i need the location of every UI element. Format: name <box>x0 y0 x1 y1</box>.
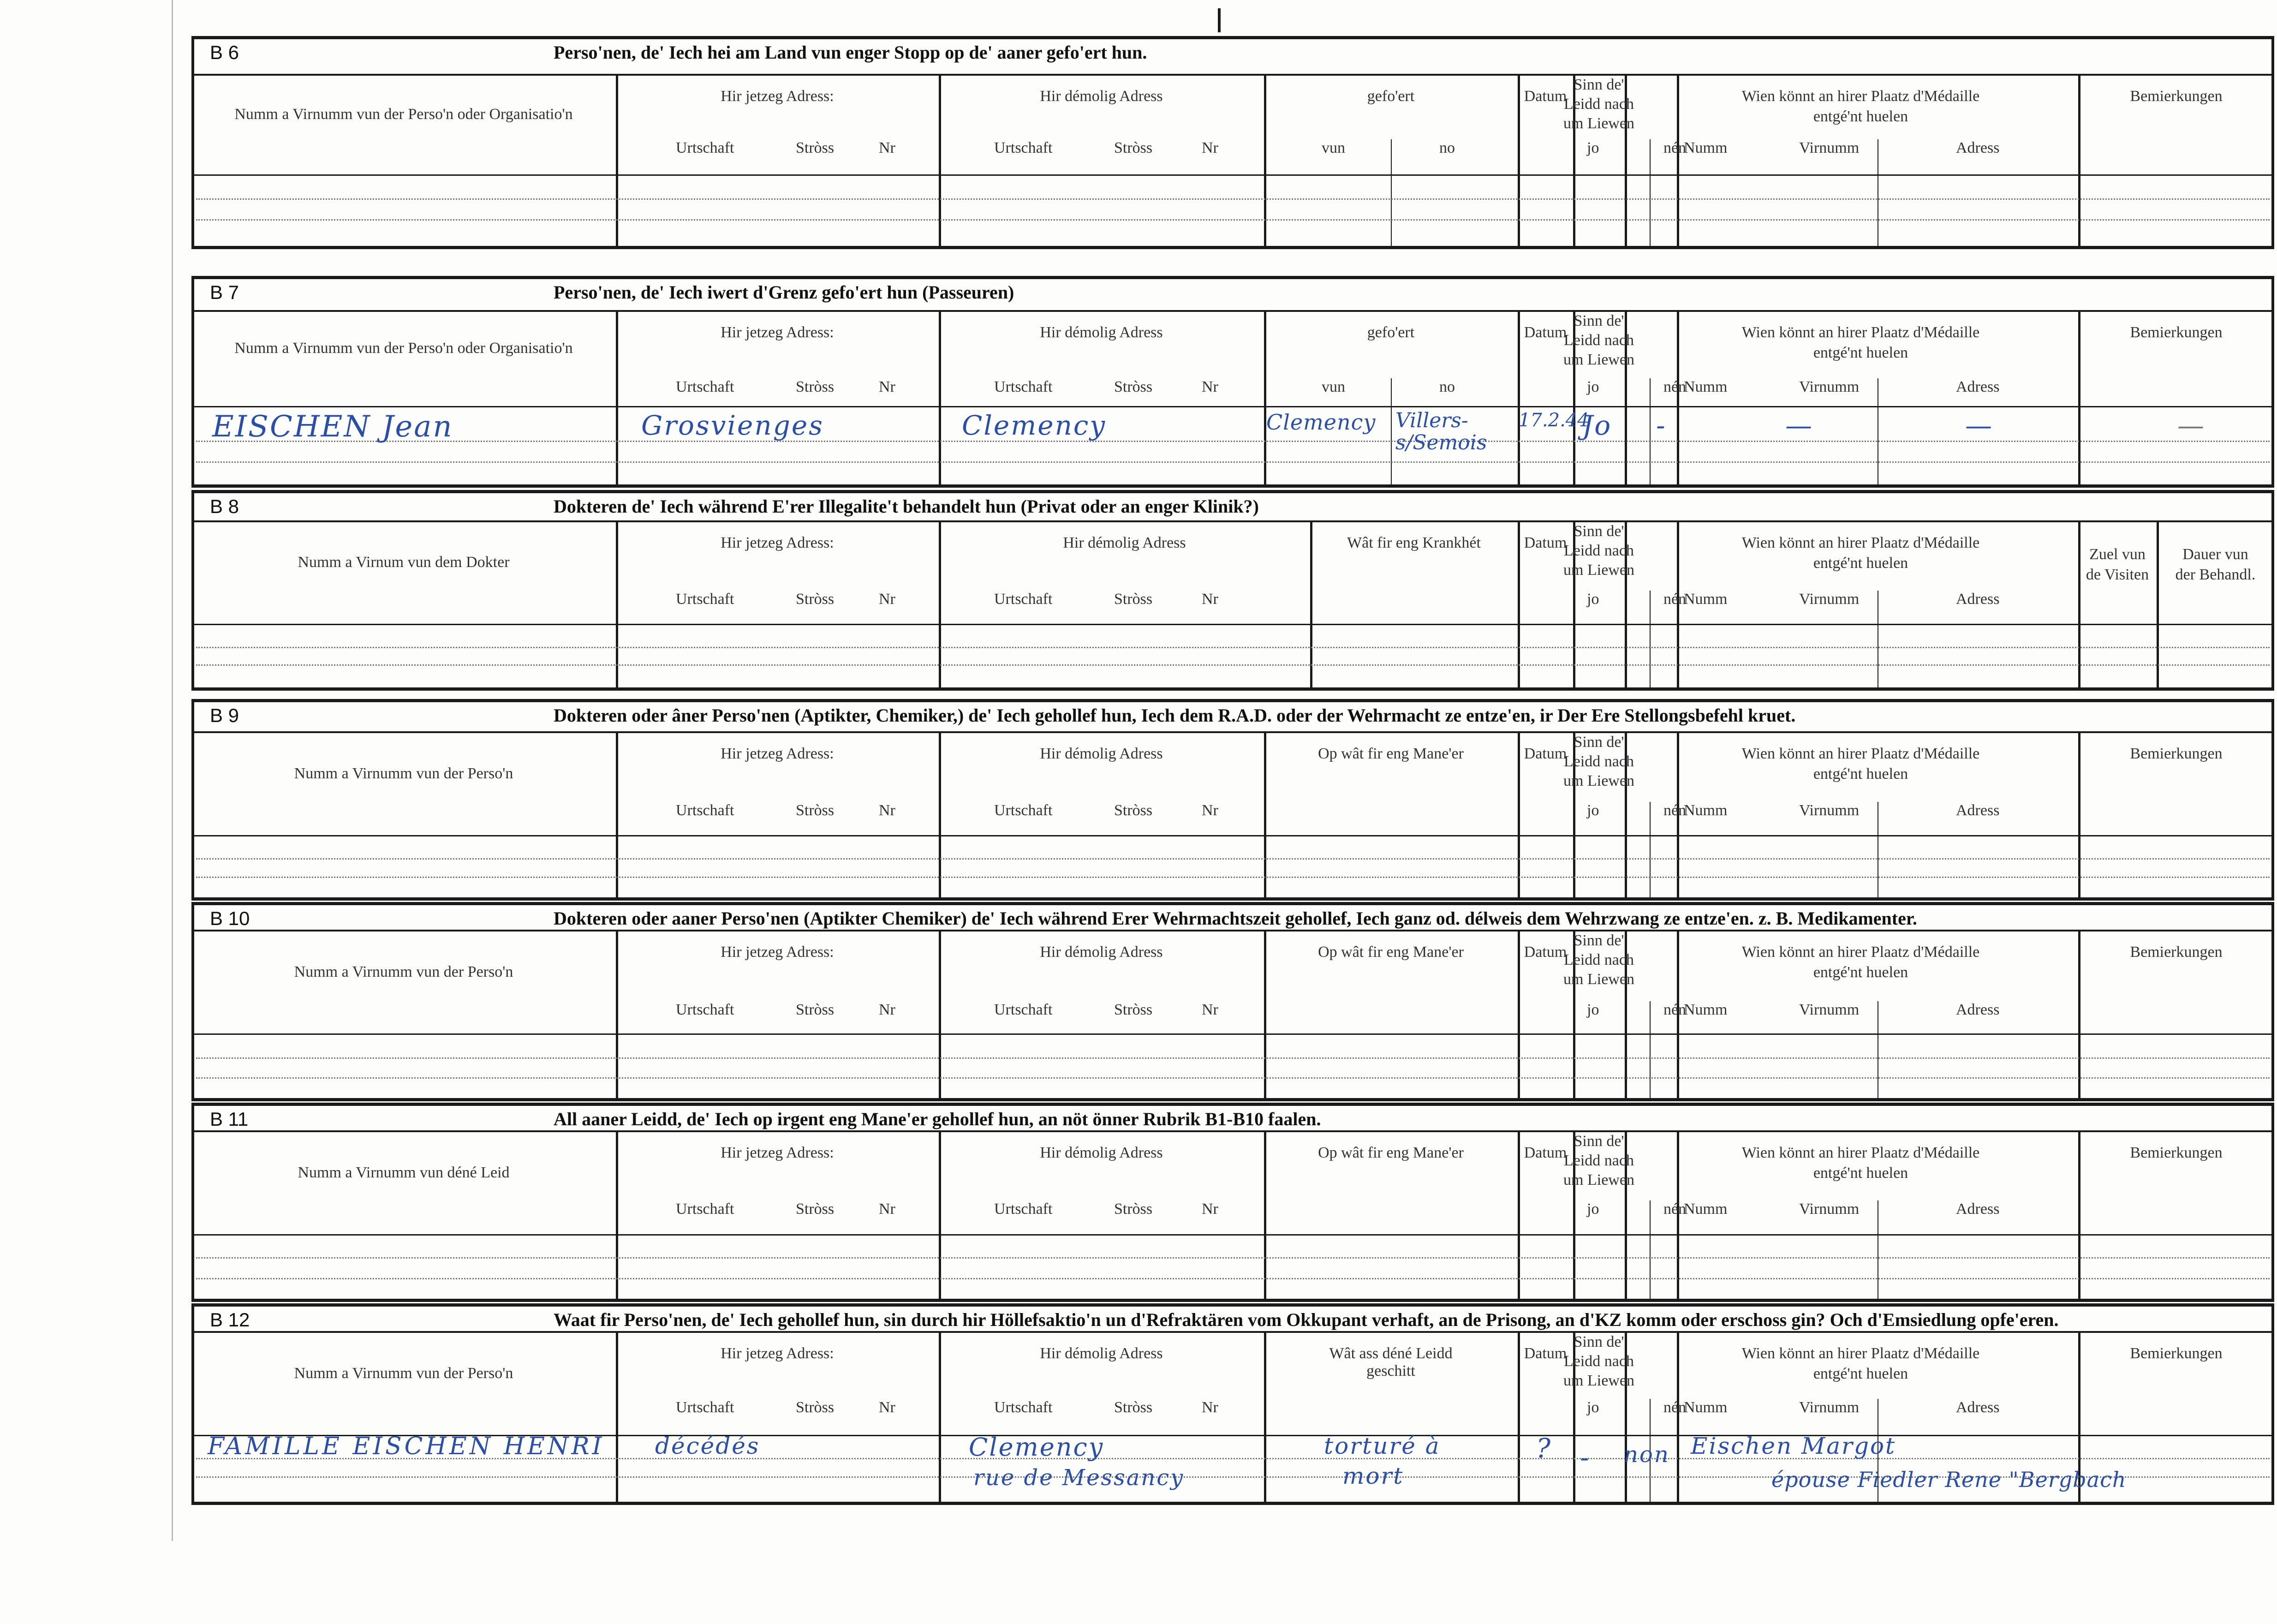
section-header-border <box>191 1130 2274 1132</box>
entry-row-top <box>191 1234 2274 1236</box>
former-address-header: Hir démolig Adress <box>1063 534 1186 551</box>
sub-header: Stròss <box>1114 802 1153 819</box>
sub-header: Urtschaft <box>676 1399 734 1416</box>
sub-header: Virnumm <box>1799 378 1860 395</box>
alive-header: Sinn de' <box>1574 1333 1624 1350</box>
sub-header: Nr <box>879 591 895 608</box>
sub-header: Stròss <box>796 802 835 819</box>
nen-header: nén <box>1663 1200 1687 1218</box>
column-rule <box>1518 731 1520 897</box>
section-right-border <box>2271 1103 2274 1299</box>
datum-header: Datum <box>1524 943 1567 961</box>
sub-header: Adress <box>1956 1399 2000 1416</box>
section-title: Waat fir Perso'nen, de' Iech gehollef hun, sin durch hir Höllefsaktio'n un d'Refraktären vom Okkupant verhaft, an de Prisong, an d'KZ komm oder erschoss gin? Och d'Emsiedlung opfe'eren. <box>554 1309 2059 1330</box>
sub-header: Stròss <box>796 591 835 608</box>
sub-header: Nr <box>1202 139 1218 156</box>
alive-header: um Liewen <box>1563 351 1634 368</box>
medal-header: entgé'nt huelen <box>1813 344 1908 361</box>
jo-header: jo <box>1587 802 1599 819</box>
dotted-entry-line <box>196 877 2270 878</box>
sub-header: Urtschaft <box>994 802 1053 819</box>
sub-header: Nr <box>1202 378 1218 395</box>
column-rule <box>2157 520 2159 687</box>
b7-name-entry: EISCHEN Jean <box>212 410 453 444</box>
b7-medal-address-entry: — <box>1965 410 1993 441</box>
section-left-border <box>191 902 194 1098</box>
b7-nen-entry: - <box>1656 410 1667 441</box>
alive-header: Sinn de' <box>1574 523 1624 540</box>
former-address-header: Hir démolig Adress <box>1040 745 1163 762</box>
column-rule <box>2078 310 2080 484</box>
section-left-border <box>191 36 194 246</box>
b7-jo-entry: Jo <box>1582 410 1612 441</box>
former-address-header: Hir démolig Adress <box>1040 88 1163 105</box>
current-address-header: Hir jetzeg Adress: <box>721 324 834 341</box>
sub-header: Urtschaft <box>676 802 734 819</box>
b7-former-address-entry: Clemency <box>962 410 1107 441</box>
third-group-header: gefo'ert <box>1367 88 1415 105</box>
datum-header: Datum <box>1524 324 1567 341</box>
sub-header: Urtschaft <box>994 591 1053 608</box>
alive-header: Sinn de' <box>1574 312 1624 329</box>
column-rule <box>1677 310 1679 484</box>
former-address-header: Hir démolig Adress <box>1040 943 1163 961</box>
sub-header: Stròss <box>1114 1399 1153 1416</box>
section-left-border <box>191 490 194 687</box>
section-bottom-border <box>191 246 2274 249</box>
jo-header: jo <box>1587 378 1599 395</box>
column-rule <box>939 1130 941 1299</box>
b12-former-street-entry: rue de Messancy <box>973 1465 1185 1491</box>
sub-header: Adress <box>1956 1200 2000 1218</box>
alive-header: um Liewen <box>1563 561 1634 579</box>
alive-header: um Liewen <box>1563 1171 1634 1188</box>
entry-row-top <box>191 624 2274 625</box>
visits-header: Zuel vun <box>2089 546 2146 563</box>
sub-header: Numm <box>1684 378 1728 395</box>
column-rule <box>2078 520 2080 687</box>
third-group-header: Wât fir eng Krankhét <box>1347 534 1481 551</box>
current-address-header: Hir jetzeg Adress: <box>721 88 834 105</box>
name-column-header: Numm a Virnumm vun der Perso'n oder Organisatio'n <box>234 340 573 357</box>
sub-header: Stròss <box>1114 1001 1153 1018</box>
b12-jo-entry: - <box>1580 1442 1591 1473</box>
datum-header: Datum <box>1524 1144 1567 1161</box>
alive-header: Leidd nach <box>1564 542 1634 559</box>
name-column-header: Numm a Virnumm vun déné Leid <box>298 1164 510 1181</box>
third-group-header: Op wât fir eng Mane'er <box>1318 1144 1464 1161</box>
sub-header: Nr <box>879 1399 895 1416</box>
name-column-header: Numm a Virnumm vun der Perso'n <box>294 764 513 782</box>
section-header-border <box>191 930 2274 931</box>
sub-header: Nr <box>1202 1001 1218 1018</box>
medal-header: entgé'nt huelen <box>1813 555 1908 572</box>
section-title: Dokteren oder aaner Perso'nen (Aptikter Chemiker) de' Iech während Erer Wehrmachtszeit gehollef, Iech ganz od. délweis dem Wehrzwang ze entze'en. z. B. Medikamenter. <box>554 908 1917 929</box>
medal-header: entgé'nt huelen <box>1813 108 1908 125</box>
section-header-border <box>191 310 2274 312</box>
section-bottom-border <box>191 687 2274 691</box>
medal-header: entgé'nt huelen <box>1813 1164 1908 1182</box>
sub-header: Stròss <box>796 1001 835 1018</box>
section-top-border <box>191 1303 2274 1307</box>
column-rule <box>1264 731 1266 897</box>
sub-header: Numm <box>1684 591 1728 608</box>
jo-nen-divider <box>1650 802 1651 897</box>
sub-header: Nr <box>1202 1399 1218 1416</box>
b7-remarks-entry: — <box>2177 410 2205 441</box>
column-rule <box>1264 310 1266 484</box>
b12-nen-entry: non <box>1624 1442 1670 1468</box>
gefoert-subdivider <box>1391 378 1392 484</box>
b12-date-entry: ? <box>1536 1433 1552 1464</box>
remarks-header: Bemierkungen <box>2130 1345 2223 1362</box>
entry-row-top <box>191 174 2274 176</box>
former-address-header: Hir démolig Adress <box>1040 324 1163 341</box>
sub-header: Virnumm <box>1799 802 1860 819</box>
sub-header: Urtschaft <box>676 139 734 156</box>
column-rule <box>1518 520 1520 687</box>
name-column-header: Numm a Virnum vun dem Dokter <box>298 554 510 571</box>
remarks-header: Bemierkungen <box>2130 943 2223 961</box>
sub-header: Adress <box>1956 378 2000 395</box>
section-header-border <box>191 1331 2274 1333</box>
sub-header: no <box>1439 378 1455 395</box>
column-rule <box>616 310 618 484</box>
sub-header: vun <box>1322 378 1345 395</box>
former-address-header: Hir démolig Adress <box>1040 1144 1163 1161</box>
medal-header: entgé'nt huelen <box>1813 964 1908 981</box>
jo-header: jo <box>1587 139 1599 156</box>
column-rule <box>616 731 618 897</box>
sub-header: Virnumm <box>1799 1001 1860 1018</box>
sub-header: Urtschaft <box>994 1001 1053 1018</box>
name-column-header: Numm a Virnumm vun der Perso'n <box>294 1364 513 1382</box>
section-code: B 7 <box>210 281 239 303</box>
section-right-border <box>2271 490 2274 687</box>
section-top-border <box>191 699 2274 702</box>
section-left-border <box>191 699 194 897</box>
sub-header: Nr <box>1202 1200 1218 1218</box>
third-group-header: Op wât fir eng Mane'er <box>1318 943 1464 961</box>
alive-header: Leidd nach <box>1564 1152 1634 1169</box>
name-column-header: Numm a Virnumm vun der Perso'n <box>294 963 513 980</box>
current-address-header: Hir jetzeg Adress: <box>721 1144 834 1161</box>
dotted-entry-line <box>196 1257 2270 1259</box>
medal-header: Wien könnt an hirer Plaatz d'Médaille <box>1741 745 1980 762</box>
jo-nen-divider <box>1650 139 1651 246</box>
alive-header: Leidd nach <box>1564 753 1634 770</box>
jo-nen-divider <box>1650 1200 1651 1299</box>
section-right-border <box>2271 36 2274 246</box>
section-code: B 11 <box>210 1108 249 1130</box>
sub-header: Numm <box>1684 802 1728 819</box>
alive-header: Sinn de' <box>1574 76 1624 93</box>
sub-header: Numm <box>1684 1399 1728 1416</box>
sub-header: Stròss <box>1114 1200 1153 1218</box>
datum-header: Datum <box>1524 534 1567 551</box>
section-bottom-border <box>191 1098 2274 1101</box>
section-code: B 6 <box>210 42 239 63</box>
column-rule <box>1518 1130 1520 1299</box>
section-header-border <box>191 520 2274 522</box>
alive-header: Leidd nach <box>1564 951 1634 968</box>
sub-header: Virnumm <box>1799 591 1860 608</box>
third-group-header: Wât ass déné Leidd geschitt <box>1329 1345 1453 1379</box>
column-rule <box>1518 930 1520 1098</box>
b12-current-address-entry: décédés <box>655 1433 760 1459</box>
b12-medal-name-entry: Eischen Margot <box>1691 1433 1896 1459</box>
alive-header: Sinn de' <box>1574 1133 1624 1150</box>
section-right-border <box>2271 699 2274 897</box>
nen-header: nén <box>1663 378 1687 395</box>
sub-header: Nr <box>879 139 895 156</box>
nen-header: nén <box>1663 591 1687 608</box>
sub-header: Nr <box>879 1001 895 1018</box>
column-rule <box>939 310 941 484</box>
sub-header: Stròss <box>1114 591 1153 608</box>
medal-header: Wien könnt an hirer Plaatz d'Médaille <box>1741 324 1980 341</box>
section-code: B 10 <box>210 908 250 929</box>
section-left-border <box>191 276 194 484</box>
medal-header: Wien könnt an hirer Plaatz d'Médaille <box>1741 1345 1980 1362</box>
sub-header: Adress <box>1956 139 2000 156</box>
sub-header: Urtschaft <box>994 1200 1053 1218</box>
section-top-border <box>191 1103 2274 1106</box>
sub-header: Virnumm <box>1799 1200 1860 1218</box>
column-rule <box>616 930 618 1098</box>
current-address-header: Hir jetzeg Adress: <box>721 943 834 961</box>
section-bottom-border <box>191 1502 2274 1505</box>
medal-header: Wien könnt an hirer Plaatz d'Médaille <box>1741 1144 1980 1161</box>
alive-header: um Liewen <box>1563 1372 1634 1389</box>
section-top-border <box>191 276 2274 279</box>
column-rule <box>1264 930 1266 1098</box>
section-bottom-border <box>191 1299 2274 1302</box>
current-address-header: Hir jetzeg Adress: <box>721 534 834 551</box>
b12-name-entry: FAMILLE EISCHEN HENRI <box>208 1433 605 1460</box>
section-code: B 12 <box>210 1309 250 1331</box>
sub-header: Nr <box>879 1200 895 1218</box>
third-group-header: gefo'ert <box>1367 324 1415 341</box>
dotted-entry-line <box>196 1278 2270 1279</box>
b7-to-entry: Villers-s/Semois <box>1395 409 1487 454</box>
sub-header: Numm <box>1684 1001 1728 1018</box>
b7-current-address-entry: Grosvienges <box>641 410 824 441</box>
medal-header: Wien könnt an hirer Plaatz d'Médaille <box>1741 88 1980 105</box>
sub-header: Nr <box>1202 591 1218 608</box>
jo-nen-divider <box>1650 1001 1651 1098</box>
dotted-entry-line <box>196 461 2270 463</box>
b12-medal-address-entry: épouse Fiedler Rene "Bergbach <box>1771 1467 2127 1492</box>
section-right-border <box>2271 902 2274 1098</box>
alive-header: Sinn de' <box>1574 734 1624 751</box>
column-rule <box>616 520 618 687</box>
column-rule <box>2078 731 2080 897</box>
b7-from-entry: Clemency <box>1266 410 1376 435</box>
nen-header: nén <box>1663 139 1687 156</box>
datum-header: Datum <box>1524 1345 1567 1362</box>
sub-header: Urtschaft <box>676 591 734 608</box>
medal-header: Wien könnt an hirer Plaatz d'Médaille <box>1741 943 1980 961</box>
current-address-header: Hir jetzeg Adress: <box>721 1345 834 1362</box>
sub-header: Nr <box>879 378 895 395</box>
section-left-border <box>191 1103 194 1299</box>
b12-former-address-entry: Clemency <box>969 1433 1104 1462</box>
section-title: Perso'nen, de' Iech hei am Land vun enger Stopp op de' aaner gefo'ert hun. <box>554 42 1147 63</box>
sub-header: Stròss <box>1114 378 1153 395</box>
column-rule <box>1264 1130 1266 1299</box>
section-header-border <box>191 74 2274 76</box>
section-left-border <box>191 1303 194 1502</box>
nen-header: nén <box>1663 1001 1687 1018</box>
alive-header: um Liewen <box>1563 772 1634 789</box>
sub-header: Urtschaft <box>676 1200 734 1218</box>
column-rule <box>939 520 941 687</box>
section-code: B 9 <box>210 705 239 726</box>
alive-header: Leidd nach <box>1564 1353 1634 1370</box>
dotted-entry-line <box>196 647 2270 648</box>
sub-header: Urtschaft <box>994 378 1053 395</box>
column-rule <box>2078 930 2080 1098</box>
b12-what-happened-entry-2: mort <box>1342 1463 1404 1489</box>
b7-medal-name-entry: — <box>1785 410 1813 441</box>
entry-row-top <box>191 406 2274 407</box>
remarks-header: Bemierkungen <box>2130 88 2223 105</box>
sub-header: Numm <box>1684 1200 1728 1218</box>
section-top-border <box>191 490 2274 493</box>
nen-header: nén <box>1663 802 1687 819</box>
column-rule <box>616 1130 618 1299</box>
sub-header: Virnumm <box>1799 139 1860 156</box>
column-rule <box>1310 520 1312 687</box>
third-group-header: Op wât fir eng Mane'er <box>1318 745 1464 762</box>
visits-header: de Visiten <box>2086 566 2149 583</box>
sub-header: Stròss <box>796 1200 835 1218</box>
dotted-entry-line <box>196 441 2270 442</box>
jo-header: jo <box>1587 591 1599 608</box>
duration-header: der Behandl. <box>2175 566 2256 583</box>
entry-row-top <box>191 835 2274 836</box>
sub-header: Urtschaft <box>676 1001 734 1018</box>
column-rule <box>1518 310 1520 484</box>
sub-header: Urtschaft <box>994 139 1053 156</box>
datum-header: Datum <box>1524 88 1567 105</box>
medal-header: Wien könnt an hirer Plaatz d'Médaille <box>1741 534 1980 551</box>
gefoert-subdivider <box>1391 139 1392 246</box>
section-code: B 8 <box>210 496 239 517</box>
section-title: Dokteren oder âner Perso'nen (Aptikter, Chemiker,) de' Iech gehollef hun, Iech dem R.A.D. oder der Wehrmacht ze entze'en, ir Der Ere Stellongsbefehl kruet. <box>554 705 1796 726</box>
current-address-header: Hir jetzeg Adress: <box>721 745 834 762</box>
remarks-header: Bemierkungen <box>2130 1144 2223 1161</box>
section-top-border <box>191 36 2274 39</box>
sub-header: Urtschaft <box>676 378 734 395</box>
sub-header: Nr <box>1202 802 1218 819</box>
jo-header: jo <box>1587 1001 1599 1018</box>
column-rule <box>939 731 941 897</box>
jo-header: jo <box>1587 1399 1599 1416</box>
sub-header: Urtschaft <box>994 1399 1053 1416</box>
alive-header: um Liewen <box>1563 115 1634 132</box>
alive-header: Leidd nach <box>1564 332 1634 349</box>
jo-header: jo <box>1587 1200 1599 1218</box>
section-title: All aaner Leidd, de' Iech op irgent eng Mane'er gehollef hun, an nöt önner Rubrik B1-B10 faalen. <box>554 1109 1321 1129</box>
jo-nen-divider <box>1650 378 1651 484</box>
dotted-entry-line <box>196 1077 2270 1079</box>
dotted-entry-line <box>196 219 2270 221</box>
name-column-header: Numm a Virnumm vun der Perso'n oder Organisatio'n <box>234 106 573 123</box>
remarks-header: Bemierkungen <box>2130 745 2223 762</box>
sub-header: Nr <box>879 802 895 819</box>
medal-header: entgé'nt huelen <box>1813 765 1908 782</box>
sub-header: Adress <box>1956 802 2000 819</box>
jo-nen-divider <box>1650 591 1651 687</box>
sub-header: vun <box>1322 139 1345 156</box>
sub-header: Numm <box>1684 139 1728 156</box>
dotted-entry-line <box>196 198 2270 200</box>
section-bottom-border <box>191 484 2274 488</box>
section-right-border <box>2271 276 2274 484</box>
duration-header: Dauer vun <box>2182 546 2248 563</box>
datum-header: Datum <box>1524 745 1567 762</box>
alive-header: Sinn de' <box>1574 932 1624 949</box>
column-rule <box>939 930 941 1098</box>
section-title: Perso'nen, de' Iech iwert d'Grenz gefo'ert hun (Passeuren) <box>554 282 1014 303</box>
section-title: Dokteren de' Iech während E'rer Illegalite't behandelt hun (Privat oder an enger Klinik?) <box>554 496 1259 517</box>
b12-what-happened-entry: torturé à <box>1324 1433 1441 1459</box>
section-top-border <box>191 902 2274 905</box>
column-rule <box>2078 1130 2080 1299</box>
nen-header: nén <box>1663 1399 1687 1416</box>
sub-header: Adress <box>1956 591 2000 608</box>
dotted-entry-line <box>196 664 2270 666</box>
section-right-border <box>2271 1303 2274 1502</box>
alive-header: um Liewen <box>1563 971 1634 988</box>
b7-date-entry: 17.2.44 <box>1519 410 1589 431</box>
sub-header: Stròss <box>796 378 835 395</box>
sub-header: Stròss <box>796 1399 835 1416</box>
dotted-entry-line <box>196 1057 2270 1059</box>
alive-header: Leidd nach <box>1564 96 1634 113</box>
dotted-entry-line <box>196 858 2270 860</box>
sub-header: no <box>1439 139 1455 156</box>
entry-row-top <box>191 1033 2274 1035</box>
section-bottom-border <box>191 897 2274 901</box>
sub-header: Virnumm <box>1799 1399 1860 1416</box>
section-header-border <box>191 731 2274 733</box>
sub-header: Stròss <box>796 139 835 156</box>
former-address-header: Hir démolig Adress <box>1040 1345 1163 1362</box>
sub-header: Stròss <box>1114 139 1153 156</box>
sub-header: Adress <box>1956 1001 2000 1018</box>
remarks-header: Bemierkungen <box>2130 324 2223 341</box>
medal-header: entgé'nt huelen <box>1813 1365 1908 1382</box>
